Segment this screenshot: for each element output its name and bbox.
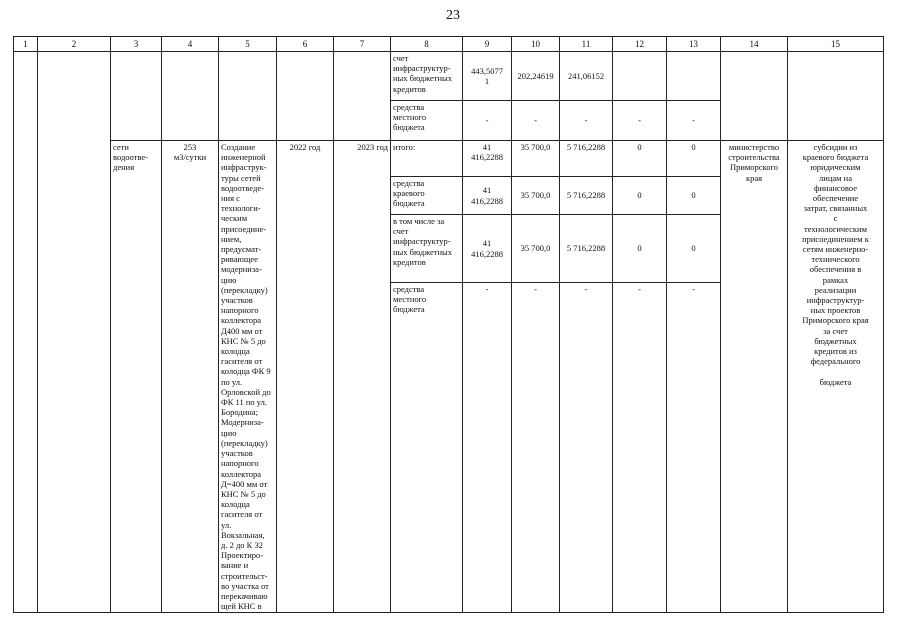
value-cell: - (613, 283, 667, 319)
table-row (14, 141, 884, 177)
header-cell: 6 (277, 37, 334, 52)
budget-table (13, 36, 884, 613)
table-cell (721, 52, 788, 141)
header-cell: 11 (560, 37, 613, 52)
funding-source: в том числе за счет инфраструктур- ных бюджетных кредитов (391, 215, 463, 283)
table-cell (560, 319, 613, 613)
value-cell: 41 416,2288 (463, 215, 512, 283)
value-cell: - (463, 283, 512, 319)
subsidy-description: субсидии из краевого бюджета юридическим лицам на финансовое обеспечение затрат, связанных с технологическим присоединением к сетям инженерно- технического обеспечения в рамках реализации инфраструктур- ных проектов Приморского края за счет бюджетных кредитов из федерального бюджета (788, 141, 884, 613)
value-cell: 0 (613, 215, 667, 283)
value-cell: - (512, 101, 560, 141)
value-cell: - (463, 101, 512, 141)
table-cell (14, 52, 38, 613)
funding-source: счет инфраструктур- ных бюджетных кредитов (391, 52, 463, 101)
header-cell: 4 (162, 37, 219, 52)
value-cell: 443,5077 1 (463, 52, 512, 101)
header-cell: 12 (613, 37, 667, 52)
capacity: 253 м3/сутки (162, 141, 219, 613)
table-cell (277, 52, 334, 141)
value-cell: 5 716,2288 (560, 141, 613, 177)
value-cell: 202,24619 (512, 52, 560, 101)
header-cell: 15 (788, 37, 884, 52)
header-cell: 10 (512, 37, 560, 52)
value-cell: 41 416,2288 (463, 177, 512, 215)
value-cell: 35 700,0 (512, 177, 560, 215)
header-cell: 3 (111, 37, 162, 52)
header-cell: 13 (667, 37, 721, 52)
header-cell: 14 (721, 37, 788, 52)
value-cell: 0 (667, 177, 721, 215)
table-cell (391, 319, 463, 613)
header-cell: 1 (14, 37, 38, 52)
value-cell: - (512, 283, 560, 319)
table-cell (667, 319, 721, 613)
table-cell (38, 52, 111, 613)
value-cell: 35 700,0 (512, 141, 560, 177)
header-cell: 9 (463, 37, 512, 52)
table-cell (463, 319, 512, 613)
header-cell: 8 (391, 37, 463, 52)
value-cell (667, 52, 721, 101)
value-cell: 241,06152 (560, 52, 613, 101)
value-cell: 5 716,2288 (560, 215, 613, 283)
funding-source: средства местного бюджета (391, 283, 463, 319)
value-cell: 0 (613, 141, 667, 177)
value-cell (613, 52, 667, 101)
table-cell (162, 52, 219, 141)
table-cell (788, 52, 884, 141)
funding-source: средства местного бюджета (391, 101, 463, 141)
value-cell: 5 716,2288 (560, 177, 613, 215)
value-cell: - (667, 283, 721, 319)
table-cell (219, 52, 277, 141)
start-year: 2022 год (277, 141, 334, 613)
page-number: 23 (446, 8, 460, 23)
header-cell: 7 (334, 37, 391, 52)
end-year: 2023 год (334, 141, 391, 613)
value-cell: - (560, 283, 613, 319)
header-cell: 5 (219, 37, 277, 52)
header-row (14, 37, 884, 52)
project-description: Создание инженерной инфраструк- туры сетей водоотведе- ния с технологи- ческим присоедине- нием, предусмат- ривающее модерниза- цию (перекладку) участков напорного коллектора Д400 мм от КНС № 5 до колодца гасителя от колодца ФК 9 по ул. Орловской до ФК 11 по ул. Бородина; Модерниза- цию (перекладку) участков напорного коллектора Д=400 мм от КНС № 5 до колодца гасителя от ул. Вокзальная, д. 2 до К 32 Проектиро- вание и строительст- во участка от перекачиваю щей КНС в (219, 141, 277, 613)
table-row (14, 52, 884, 101)
table-cell (512, 319, 560, 613)
funding-source: средства краевого бюджета (391, 177, 463, 215)
responsible-ministry: министерство строительства Приморского края (721, 141, 788, 613)
value-cell: - (560, 101, 613, 141)
value-cell: 35 700,0 (512, 215, 560, 283)
funding-source: итого: (391, 141, 463, 177)
table-cell (111, 52, 162, 141)
value-cell: 0 (613, 177, 667, 215)
value-cell: 0 (667, 141, 721, 177)
value-cell: 0 (667, 215, 721, 283)
value-cell: 41 416,2288 (463, 141, 512, 177)
value-cell: - (613, 101, 667, 141)
object-type: сети водоотве- дения (111, 141, 162, 613)
table-cell (613, 319, 667, 613)
header-cell: 2 (38, 37, 111, 52)
value-cell: - (667, 101, 721, 141)
table-cell (334, 52, 391, 141)
